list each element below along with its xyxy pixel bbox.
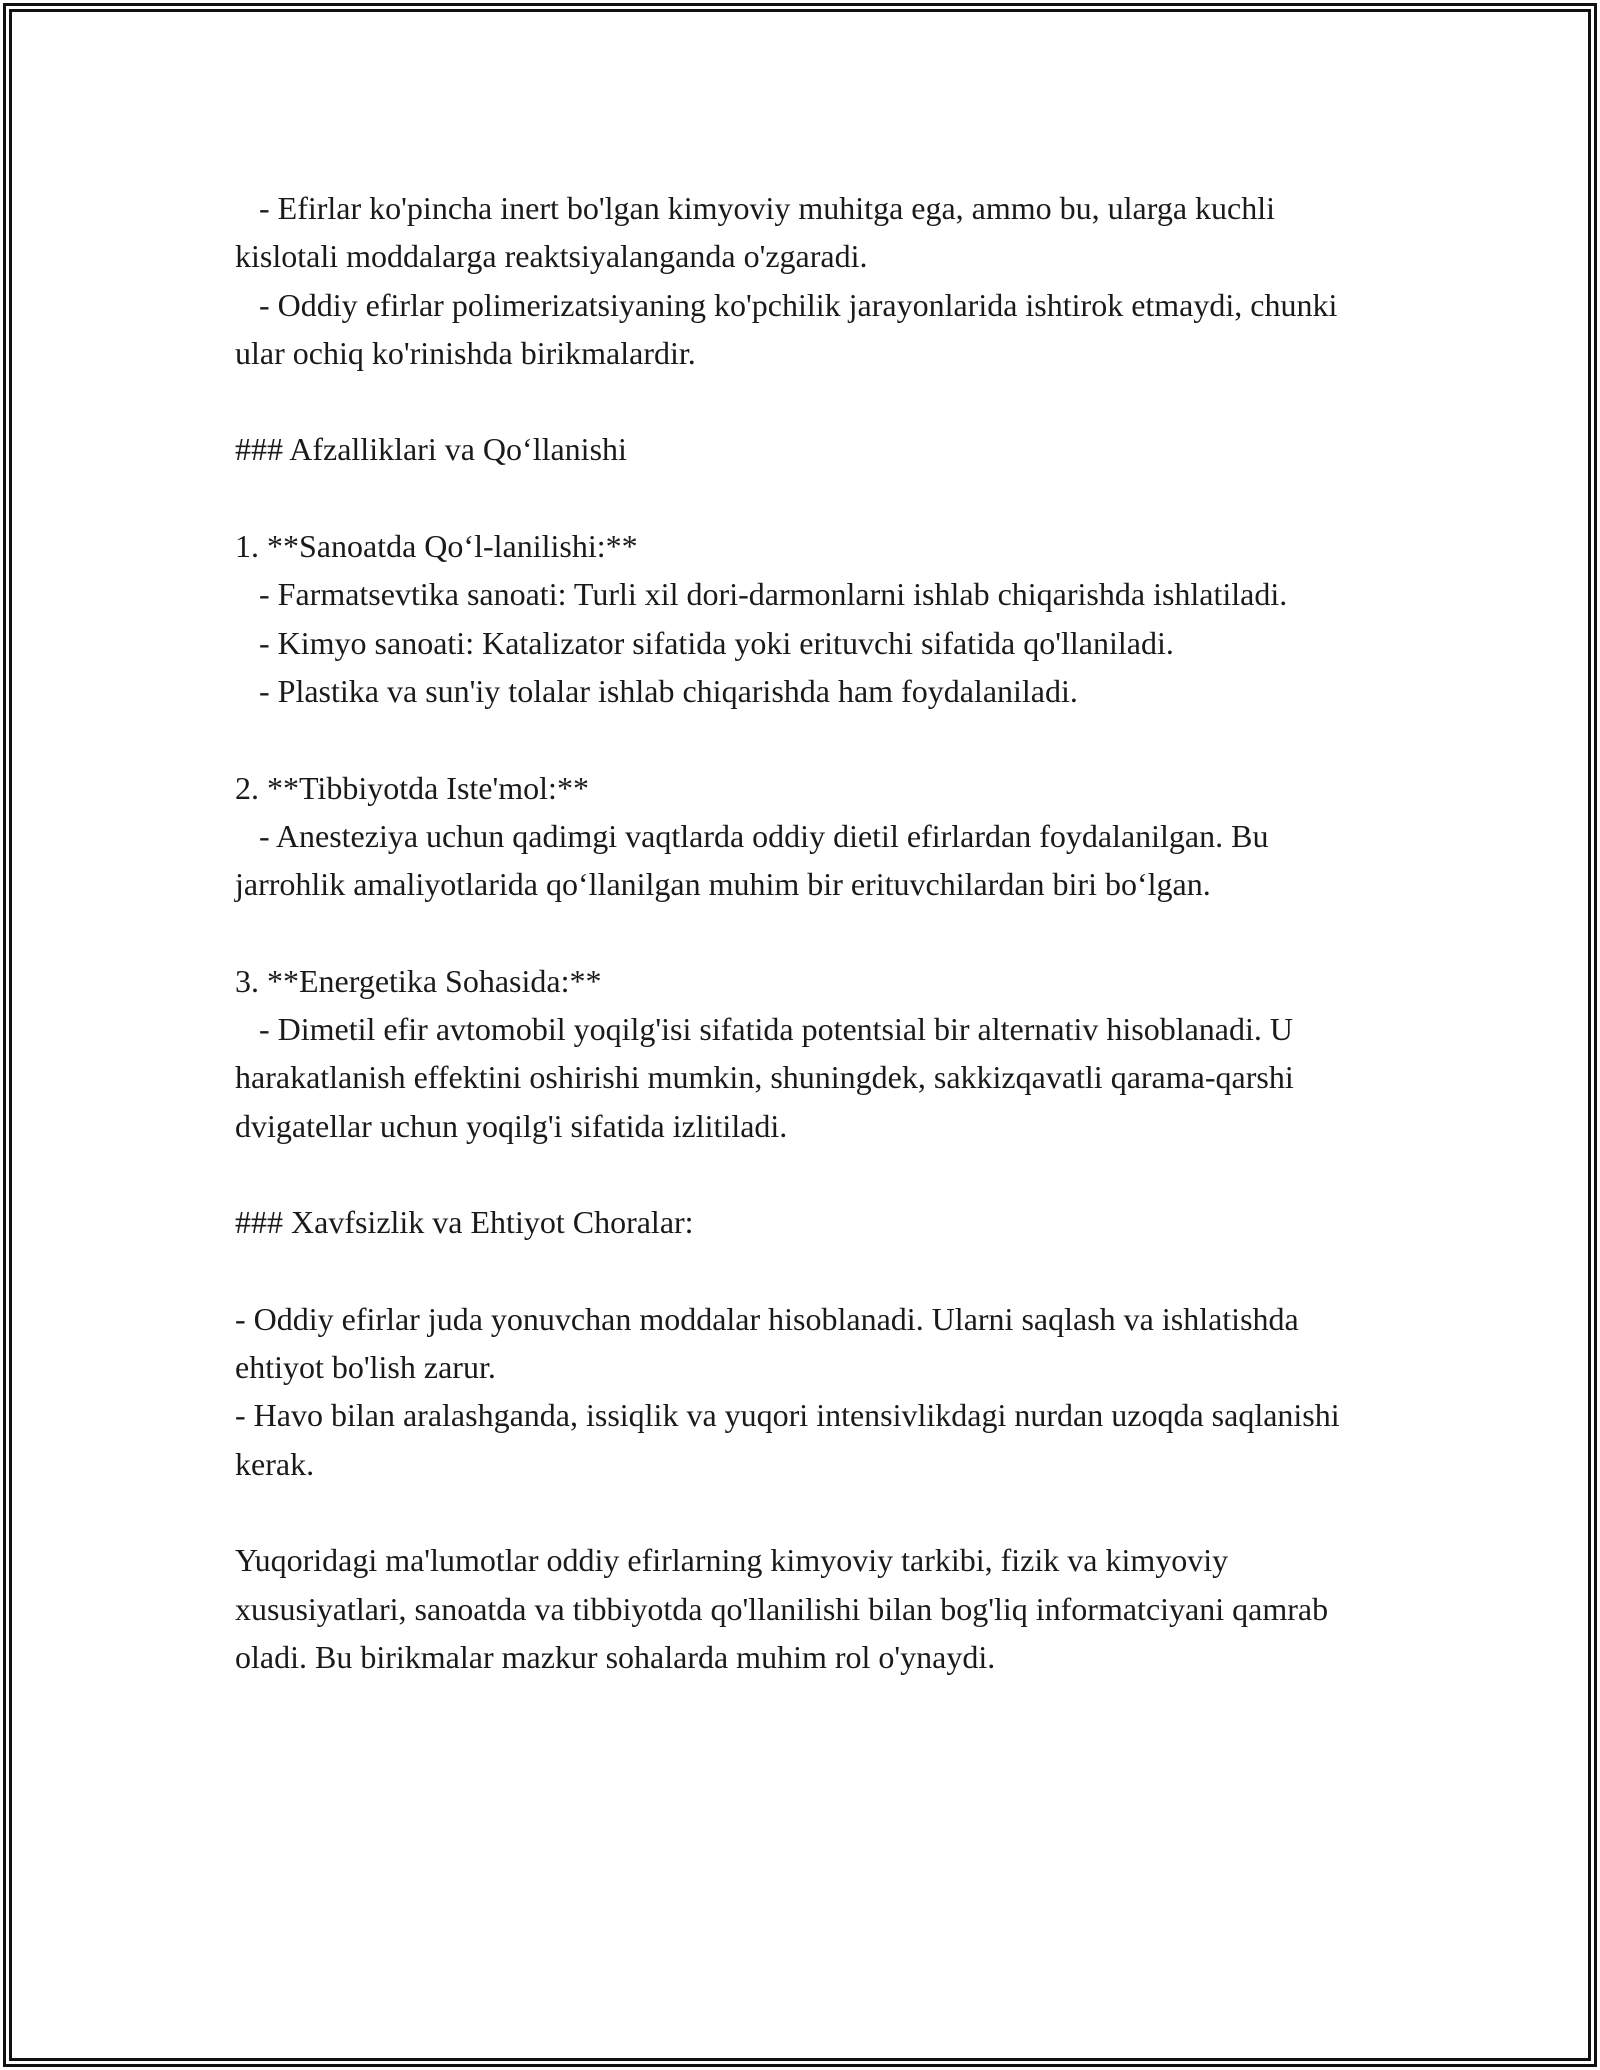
paragraph: - Oddiy efirlar polimerizatsiyaning ko'pchilik jarayonlarida ishtirok etmaydi, chunki ular ochiq ko'rinishda birikmalardir.: [235, 286, 1346, 371]
blank-line: [235, 377, 1365, 425]
blank-line: [235, 1150, 1365, 1198]
list-heading: 2. **Tibbiyotda Iste'mol:**: [235, 769, 589, 806]
list-item: - Farmatsevtika sanoati: Turli xil dori-darmonlarni ishlab chiqarishda ishlatiladi.: [235, 576, 1288, 613]
list-item: - Plastika va sun'iy tolalar ishlab chiqarishda ham foydalaniladi.: [235, 672, 1078, 709]
blank-line: [235, 1247, 1365, 1295]
list-item: - Oddiy efirlar juda yonuvchan moddalar hisoblanadi. Ularni saqlash va ishlatishda ehtiyot bo'lish zarur.: [235, 1300, 1307, 1386]
section-heading: ### Afzalliklari va Qo‘llanishi: [235, 431, 627, 468]
list-item: - Havo bilan aralashganda, issiqlik va yuqori intensivlikdagi nurdan uzoqda saqlanishi kerak.: [235, 1397, 1348, 1482]
blank-line: [235, 474, 1365, 522]
section-heading: ### Xavfsizlik va Ehtiyot Choralar:: [235, 1204, 694, 1241]
paragraph: - Efirlar ko'pincha inert bo'lgan kimyoviy muhitga ega, ammo bu, ularga kuchli kislotali moddalarga reaktsiyalanganda o'zgaradi.: [235, 190, 1284, 275]
blank-line: [235, 1488, 1365, 1536]
list-heading: 1. **Sanoatda Qo‘l-lanilishi:**: [235, 528, 638, 565]
blank-line: [235, 715, 1365, 763]
closing-paragraph: Yuqoridagi ma'lumotlar oddiy efirlarning kimyoviy tarkibi, fizik va kimyoviy xususiyatlari, sanoatda va tibbiyotda qo'llanilishi bilan bog'liq informatciyani qamrab oladi. Bu birikmalar mazkur sohalarda muhim rol o'ynaydi.: [235, 1542, 1337, 1675]
list-item: - Anesteziya uchun qadimgi vaqtlarda oddiy dietil efirlardan foydalanilgan. Bu jarrohlik amaliyotlarida qo‘llanilgan muhim bir erituvchilardan biri bo‘lgan.: [235, 817, 1277, 903]
document-body: [235, 184, 1365, 1681]
list-heading: 3. **Energetika Sohasida:**: [235, 962, 602, 999]
list-item: - Dimetil efir avtomobil yoqilg'isi sifatida potentsial bir alternativ hisoblanadi. U harakatlanish effektini oshirishi mumkin, shuningdek, sakkizqavatli qarama-qarshi dvigatellar uchun yoqilg'i sifatida izlitiladi.: [235, 1011, 1302, 1144]
list-item: - Kimyo sanoati: Katalizator sifatida yoki erituvchi sifatida qo'llaniladi.: [235, 624, 1174, 661]
blank-line: [235, 908, 1365, 956]
